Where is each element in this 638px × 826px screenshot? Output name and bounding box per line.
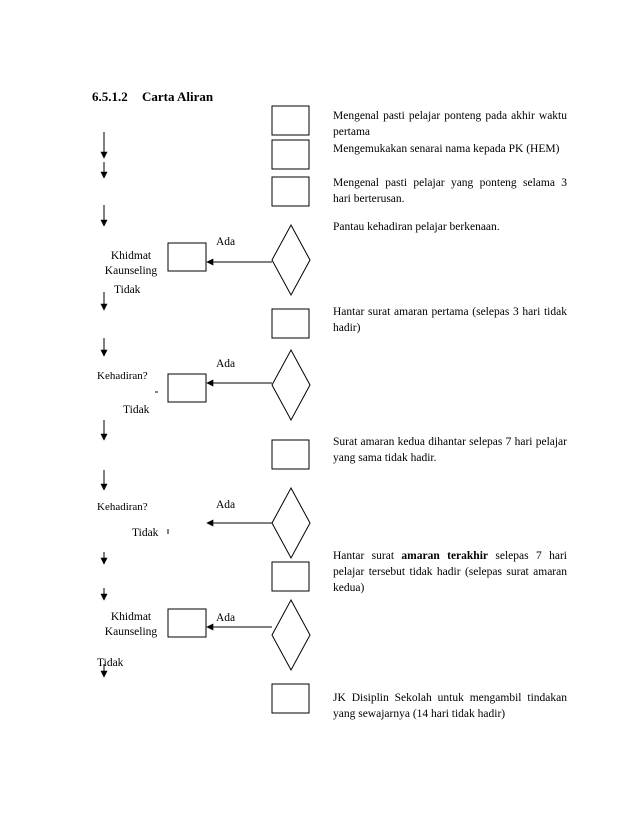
step-text-4: Pantau kehadiran pelajar berkenaan. <box>333 221 500 233</box>
khidmat-line-2: Khidmat <box>110 611 152 623</box>
khidmat-kaunseling-label-1 <box>100 249 162 279</box>
khidmat-line-1: Khidmat <box>110 250 152 262</box>
process-box-1 <box>272 106 309 135</box>
ada-label-2: Ada <box>216 358 236 370</box>
khidmat-kaunseling-label-2 <box>100 610 162 640</box>
process-box-5 <box>272 440 309 469</box>
kehadiran-label-2: Kehadiran? <box>97 501 148 513</box>
decision-diamond-1 <box>272 225 310 295</box>
decision-diamond-3 <box>272 488 310 558</box>
kehadiran-label-1: Kehadiran? <box>97 370 148 382</box>
step-text-2: Mengemukakan senarai nama kepada PK (HEM) <box>333 143 560 155</box>
decision-diamond-4 <box>272 600 310 670</box>
ada-label-3: Ada <box>216 499 236 511</box>
kaunseling-line-2: Kaunseling <box>104 626 158 638</box>
ada-label-4: Ada <box>216 612 236 624</box>
step-7-bold: amaran terakhir <box>401 550 488 562</box>
action-box-3 <box>168 609 206 637</box>
tidak-label-1: Tidak <box>114 284 141 296</box>
step-7-part-2: selepas 7 hari pelajar tersebut tidak hadir (selepas surat amaran kedua) <box>333 550 567 594</box>
step-text-3: Mengenal pasti pelajar yang ponteng selama 3 hari berterusan. <box>333 177 567 205</box>
ada-label-1: Ada <box>216 236 236 248</box>
decision-diamond-2 <box>272 350 310 420</box>
section-number: 6.5.1.2 <box>92 89 128 104</box>
tidak-label-4: Tidak <box>97 657 124 669</box>
process-box-2 <box>272 140 309 169</box>
tidak-label-3: Tidak <box>132 527 159 539</box>
step-text-7 <box>333 548 567 596</box>
action-box-2 <box>168 374 206 402</box>
process-box-4 <box>272 309 309 338</box>
section-title: Carta Aliran <box>142 89 214 104</box>
process-box-7 <box>272 684 309 713</box>
step-text-8: JK Disiplin Sekolah untuk mengambil tindakan yang sewajarnya (14 hari tidak hadir) <box>333 692 567 720</box>
step-7-part-1: Hantar surat <box>333 550 402 562</box>
process-box-3 <box>272 177 309 206</box>
step-text-1: Mengenal pasti pelajar ponteng pada akhir waktu pertama <box>333 110 567 138</box>
tidak-label-2: Tidak <box>123 404 150 416</box>
action-box-1 <box>168 243 206 271</box>
step-text-6: Surat amaran kedua dihantar selepas 7 hari pelajar yang sama tidak hadir. <box>333 436 567 464</box>
kaunseling-line-1: Kaunseling <box>104 265 158 277</box>
step-text-5: Hantar surat amaran pertama (selepas 3 hari tidak hadir) <box>333 306 567 334</box>
section-heading <box>92 89 213 105</box>
process-box-6 <box>272 562 309 591</box>
